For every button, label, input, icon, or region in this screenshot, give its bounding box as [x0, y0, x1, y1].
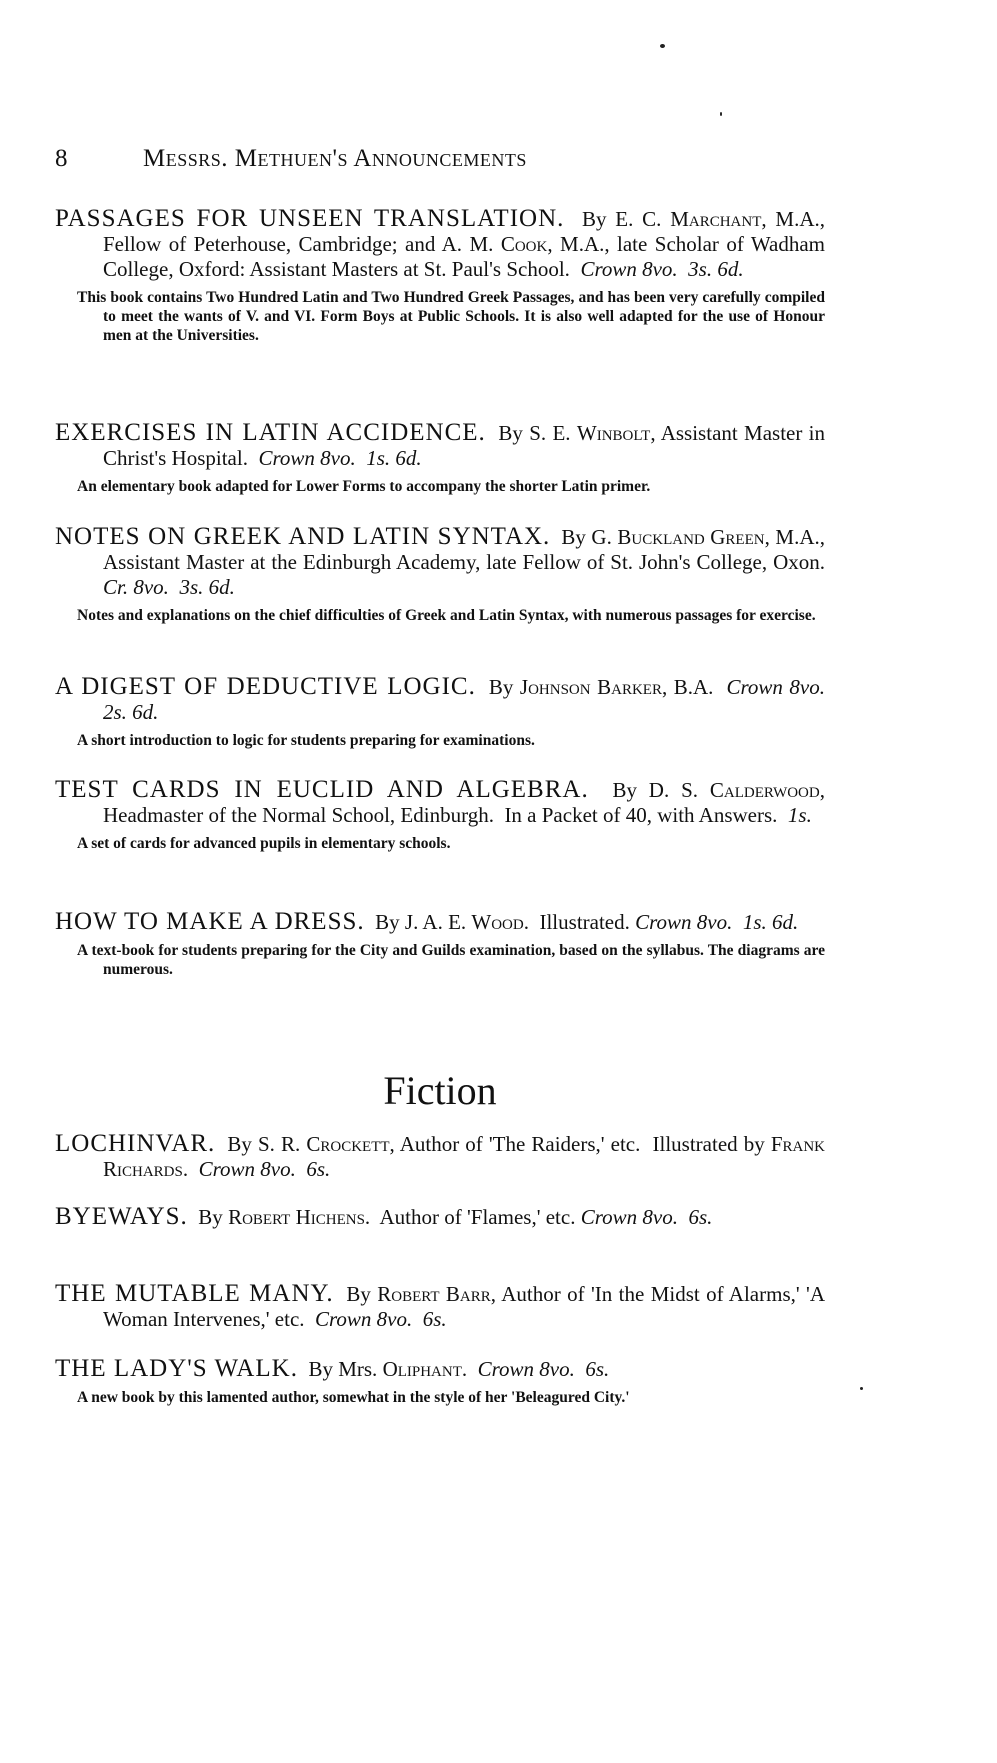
running-title: Messrs. Methuen's Announcements	[143, 145, 527, 172]
book-title: TEST CARDS IN EUCLID AND ALGEBRA.	[55, 776, 589, 803]
book-title: THE LADY'S WALK.	[55, 1355, 298, 1382]
format-price: Crown 8vo.	[580, 1205, 678, 1229]
format-price: Crown 8vo.	[635, 910, 733, 934]
entry-title-line	[55, 1130, 831, 1182]
announcement-entry	[55, 205, 831, 345]
entry-title-line	[55, 1356, 825, 1382]
entry-text: By G.	[550, 525, 618, 549]
author-name: Robert Barr	[377, 1282, 491, 1306]
format-price: Crown 8vo.	[258, 446, 356, 470]
announcement-entry	[55, 1356, 825, 1407]
announcement-entry	[55, 1280, 830, 1332]
format-price: 1s. 6d.	[355, 446, 422, 470]
entry-title-line	[55, 909, 825, 935]
entry-text: By S. R.	[215, 1132, 307, 1156]
entry-title-line	[55, 419, 831, 471]
entry-description: A set of cards for advanced pupils in elementary schools.	[77, 835, 451, 852]
announcement-entry	[55, 776, 831, 853]
author-name: Winbolt	[576, 421, 651, 445]
announcement-entry	[55, 1130, 831, 1182]
entry-text: By S. E.	[485, 421, 577, 445]
author-name: Johnson Barker	[519, 675, 662, 699]
announcement-entry	[55, 523, 836, 625]
announcement-entry	[55, 673, 836, 750]
entry-text: , Assistant Master in Christ's Hospital.	[103, 421, 831, 470]
entry-title-line	[55, 205, 831, 282]
format-price: Crown 8vo.	[198, 1157, 296, 1181]
format-price: Crown 8vo.	[726, 675, 825, 699]
entry-text: , Author of 'The Raiders,' etc. Illustrated by	[389, 1132, 771, 1156]
announcement-entry	[55, 909, 825, 979]
format-price: 6s.	[574, 1357, 610, 1381]
entry-text: . Illustrated.	[523, 910, 636, 934]
entry-text: , Author of 'In the Midst of Alarms,' 'A Woman Intervenes,' etc.	[103, 1282, 830, 1331]
section-heading-fiction: Fiction	[383, 1068, 497, 1113]
entry-text: .	[461, 1357, 478, 1381]
format-price: 3s. 6d.	[168, 575, 235, 599]
book-title: PASSAGES FOR UNSEEN TRANSLATION.	[55, 205, 565, 232]
author-name: Wood	[471, 910, 524, 934]
entry-description: This book contains Two Hundred Latin and Two Hundred Greek Passages, and has been very carefully compiled to meet the wants of V. and VI. Form Boys at Public Schools. It is also well adapted for the use of Honour men at the Universities.	[77, 289, 825, 344]
format-price: 2s. 6d.	[103, 675, 836, 724]
entry-text: By E. C.	[564, 207, 671, 231]
format-price: 3s. 6d.	[677, 257, 744, 281]
format-price: Crown 8vo.	[315, 1307, 413, 1331]
format-price: 1s. 6d.	[732, 910, 799, 934]
author-name: Oliphant	[382, 1357, 462, 1381]
entry-text: , M.A., late Scholar of Wadham College, Oxford: Assistant Masters at St. Paul's School.	[103, 232, 831, 281]
book-title: HOW TO MAKE A DRESS.	[55, 908, 365, 935]
entry-text: By	[333, 1282, 378, 1306]
entry-title-line	[55, 523, 836, 600]
entry-text: By J. A. E.	[364, 910, 472, 934]
format-price: Crown 8vo.	[580, 257, 678, 281]
entry-title-line	[55, 1204, 825, 1230]
format-price: 6s.	[677, 1205, 713, 1229]
announcement-entry	[55, 1204, 825, 1230]
entry-text: By	[475, 675, 520, 699]
book-title: NOTES ON GREEK AND LATIN SYNTAX.	[55, 523, 551, 550]
scan-speck	[860, 1387, 863, 1390]
book-title: LOCHINVAR.	[55, 1130, 216, 1157]
author-name: Cook	[500, 232, 548, 256]
format-price: Cr. 8vo.	[103, 575, 169, 599]
author-name: Robert Hichens	[228, 1205, 365, 1229]
entry-title-line	[55, 1280, 830, 1332]
scan-speck	[660, 44, 665, 48]
entry-text: , M.A., Assistant Master at the Edinburgh Academy, late Fellow of St. John's College, Oxon.	[103, 525, 836, 574]
page-number: 8	[55, 145, 68, 172]
entry-description: A new book by this lamented author, somewhat in the style of her 'Beleagured City.'	[77, 1389, 630, 1406]
entry-description: A short introduction to logic for students preparing for examinations.	[77, 732, 535, 749]
entry-text: , Headmaster of the Normal School, Edinburgh. In a Packet of 40, with Answers.	[103, 778, 831, 827]
author-name: Calderwood	[709, 778, 820, 802]
entry-text: , M.A., Fellow of Peterhouse, Cambridge; and A. M.	[103, 207, 831, 256]
entry-description: Notes and explanations on the chief difficulties of Greek and Latin Syntax, with numerous passages for exercise.	[77, 607, 816, 624]
book-title: EXERCISES IN LATIN ACCIDENCE.	[55, 419, 486, 446]
entry-text: By D. S.	[588, 778, 710, 802]
entry-text: , B.A.	[661, 675, 727, 699]
author-name: Frank Richards	[103, 1132, 831, 1181]
page-header	[55, 145, 527, 173]
book-title: A DIGEST OF DEDUCTIVE LOGIC.	[55, 673, 476, 700]
entry-description: A text-book for students preparing for the City and Guilds examination, based on the syllabus. The diagrams are numerous.	[77, 942, 825, 978]
author-name: Marchant	[670, 207, 762, 231]
scan-speck	[720, 112, 722, 116]
entry-text: By Mrs.	[297, 1357, 383, 1381]
author-name: Buckland Green	[617, 525, 765, 549]
format-price: 6s.	[295, 1157, 331, 1181]
announcement-entry	[55, 419, 831, 496]
book-title: BYEWAYS.	[55, 1203, 188, 1230]
entry-text: .	[182, 1157, 199, 1181]
entry-text: By	[187, 1205, 229, 1229]
format-price: Crown 8vo.	[477, 1357, 575, 1381]
entry-text: . Author of 'Flames,' etc.	[364, 1205, 581, 1229]
book-title: THE MUTABLE MANY.	[55, 1280, 334, 1307]
format-price: 6s.	[412, 1307, 447, 1331]
format-price: 1s.	[787, 803, 812, 827]
entry-title-line	[55, 776, 831, 828]
author-name: Crockett	[306, 1132, 390, 1156]
entry-description: An elementary book adapted for Lower Forms to accompany the shorter Latin primer.	[77, 478, 651, 495]
entry-title-line	[55, 673, 836, 725]
